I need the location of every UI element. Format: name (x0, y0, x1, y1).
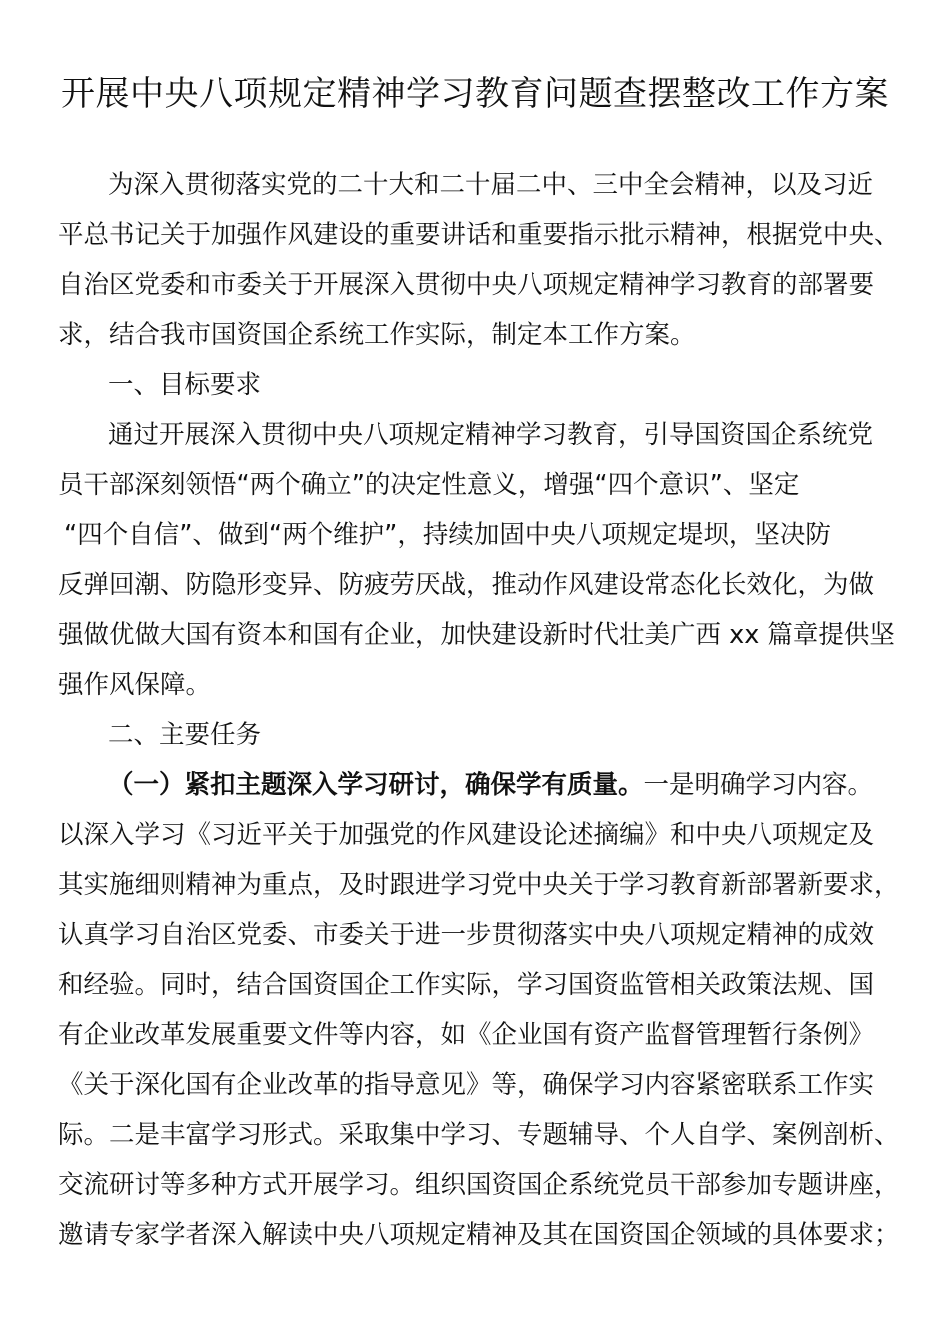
paragraph-line: 《关于深化国有企业改革的指导意见》等，确保学习内容紧密联系工作实 (58, 1070, 875, 1100)
paragraph-line: 为深入贯彻落实党的二十大和二十届二中、三中全会精神，以及习近 (108, 170, 874, 200)
paragraph-line: 以深入学习《习近平关于加强党的作风建设论述摘编》和中央八项规定及 (58, 820, 875, 850)
paragraph-line: 和经验。同时，结合国资国企工作实际，学习国资监管相关政策法规、国 (58, 970, 875, 1000)
paragraph-text: 一是明确学习内容。 (643, 770, 874, 800)
section-heading: 二、主要任务 (108, 720, 262, 750)
paragraph-line: “四个自信”、做到“两个维护”，持续加固中央八项规定堤坝，坚决防 (64, 520, 831, 550)
document-title: 开展中央八项规定精神学习教育问题查摆整改工作方案 (61, 74, 889, 114)
paragraph-line: 有企业改革发展重要文件等内容，如《企业国有资产监督管理暂行条例》 (58, 1020, 875, 1050)
paragraph-line: 自治区党委和市委关于开展深入贯彻中央八项规定精神学习教育的部署要 (58, 270, 875, 300)
paragraph-line: 际。二是丰富学习形式。采取集中学习、专题辅导、个人自学、案例剖析、 (58, 1120, 900, 1150)
subsection-heading: （一）紧扣主题深入学习研讨，确保学有质量。 (108, 770, 644, 800)
paragraph-line: 其实施细则精神为重点，及时跟进学习党中央关于学习教育新部署新要求， (58, 870, 900, 900)
paragraph-line: 反弹回潮、防隐形变异、防疲劳厌战，推动作风建设常态化长效化，为做 (58, 570, 875, 600)
paragraph-line: 员干部深刻领悟“两个确立”的决定性意义，增强“四个意识”、坚定 (58, 470, 800, 500)
section-heading: 一、目标要求 (108, 370, 262, 400)
paragraph-line: 认真学习自治区党委、市委关于进一步贯彻落实中央八项规定精神的成效 (58, 920, 875, 950)
paragraph-line: 求，结合我市国资国企系统工作实际，制定本工作方案。 (58, 320, 696, 350)
paragraph-line (108, 760, 950, 810)
paragraph-line: 邀请专家学者深入解读中央八项规定精神及其在国资国企领域的具体要求； (58, 1220, 900, 1250)
paragraph-line: 强做优做大国有资本和国有企业，加快建设新时代壮美广西 xx 篇章提供坚 (58, 620, 895, 650)
paragraph-line: 通过开展深入贯彻中央八项规定精神学习教育，引导国资国企系统党 (108, 420, 874, 450)
paragraph-line: 强作风保障。 (58, 670, 212, 700)
paragraph-line: 交流研讨等多种方式开展学习。组织国资国企系统党员干部参加专题讲座， (58, 1170, 900, 1200)
paragraph-line: 平总书记关于加强作风建设的重要讲话和重要指示批示精神，根据党中央、 (58, 220, 900, 250)
